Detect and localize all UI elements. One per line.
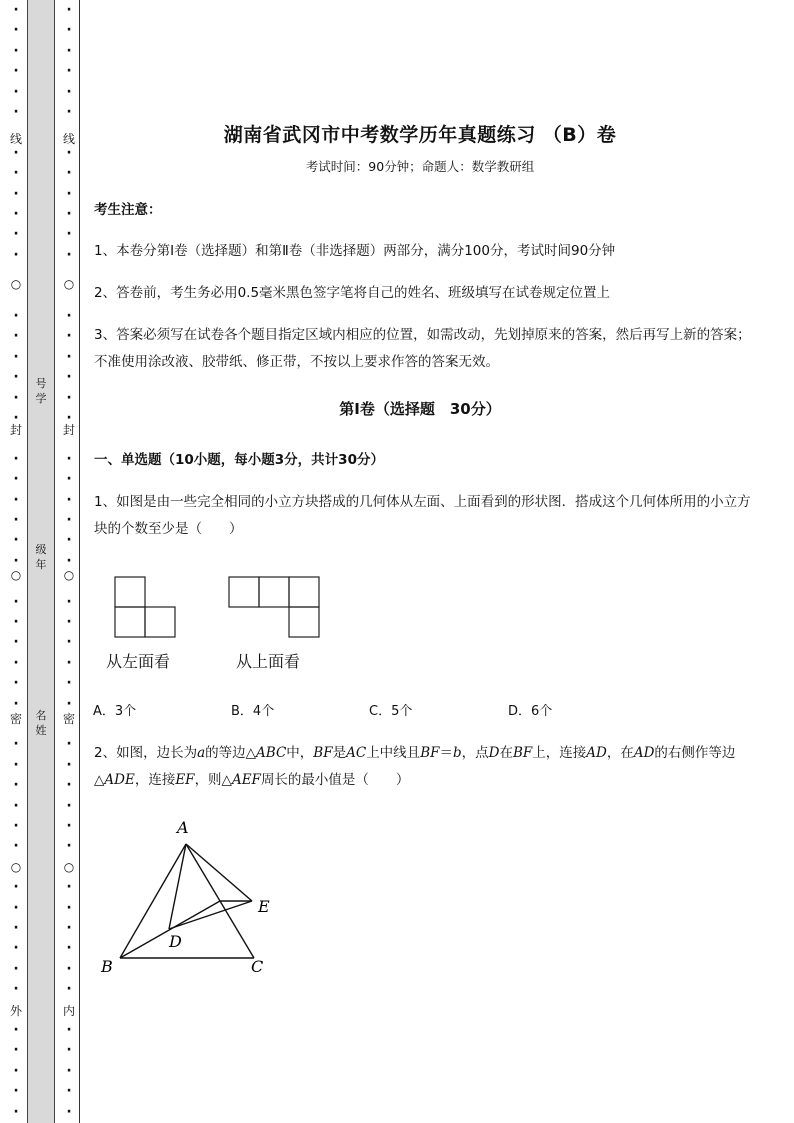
notice-item-3: 3、答案必须写在试卷各个题目指定区域内相应的位置，如需改动，先划掉原来的答案，然后再写上新的答案；不准使用涂改液、胶带纸、修正带，不按以上要求作答的答案无效。: [94, 327, 751, 370]
binding-right-marker: 内: [62, 1004, 75, 1018]
binding-right-dot: ·: [66, 369, 72, 386]
binding-right-dot: ·: [66, 491, 72, 508]
question-2-text: 2、如图，边长为a的等边△ABC中，BF是AC上中线且BF＝b，点D在BF上，连接AD，在AD的右侧作等边△ADE，连接EF，则△AEF周长的最小值是（ ）: [94, 745, 736, 788]
binding-left-marker: 线: [9, 132, 22, 146]
binding-left-dot: ·: [13, 369, 19, 386]
binding-left-dot: ·: [13, 165, 19, 182]
binding-right-dot: ·: [66, 348, 72, 365]
binding-right-dot: ·: [66, 22, 72, 39]
binding-right-dot: ·: [66, 308, 72, 324]
binding-right-dot: ·: [66, 1103, 72, 1120]
binding-left-dot: ·: [13, 532, 19, 549]
binding-right-dot: ·: [66, 960, 72, 977]
binding-right-circle: ○: [63, 568, 75, 582]
binding-right-dot: ·: [66, 879, 72, 896]
notice-heading: 考生注意：: [94, 202, 162, 218]
field-label-nianji: 级 年: [35, 543, 47, 571]
binding-right-marker: 线: [62, 132, 75, 146]
binding-left-dot: ·: [13, 1103, 19, 1120]
binding-left-dot: ·: [13, 226, 19, 243]
binding-right-dot: ·: [66, 512, 72, 528]
page-title: 湖南省武冈市中考数学历年真题练习 （B）卷: [223, 124, 617, 146]
binding-left-dot: ·: [13, 899, 19, 916]
binding-left-dot: ·: [13, 981, 19, 998]
binding-left-dot: ·: [13, 654, 19, 671]
q1-option-b: B．4个: [231, 704, 275, 719]
binding-left-dot: ·: [13, 2, 19, 18]
binding-left-dot: ·: [13, 206, 19, 222]
binding-left-dot: ·: [13, 308, 19, 324]
binding-right-dot: ·: [66, 654, 72, 671]
binding-left-dot: ·: [13, 63, 19, 80]
binding-left-dot: ·: [13, 675, 19, 692]
binding-left-dot: ·: [13, 614, 19, 630]
binding-right-dot: ·: [66, 1062, 72, 1079]
binding-right-marker: 封: [62, 423, 75, 437]
binding-left-dot: ·: [13, 42, 19, 59]
field-label-xingming: 名 姓: [35, 709, 47, 737]
page-subtitle: 考试时间：90分钟；命题人：数学教研组: [305, 159, 535, 174]
q1-option-a: A．3个: [93, 704, 137, 719]
binding-right-dot: ·: [66, 226, 72, 243]
binding-left-dot: ·: [13, 144, 19, 161]
binding-left-dot: ·: [13, 960, 19, 977]
part-heading: 一、单选题（10小题，每小题3分，共计30分）: [94, 452, 384, 468]
binding-left-dot: ·: [13, 552, 19, 569]
binding-right-dot: ·: [66, 552, 72, 569]
binding-right-dot: ·: [66, 165, 72, 182]
binding-left-dot: ·: [13, 634, 19, 651]
binding-left-dot: ·: [13, 491, 19, 508]
binding-right-dot: ·: [66, 593, 72, 610]
point-label-e: E: [258, 897, 270, 916]
binding-right-dot: ·: [66, 756, 72, 773]
binding-right-dot: ·: [66, 246, 72, 263]
binding-right-dot: ·: [66, 389, 72, 406]
binding-left-dot: ·: [13, 879, 19, 896]
binding-right-dot: ·: [66, 185, 72, 202]
q1-left-view-caption: 从左面看: [106, 652, 171, 671]
segment-ae: [186, 844, 252, 901]
binding-right-dot: ·: [66, 818, 72, 834]
binding-left-dot: ·: [13, 756, 19, 773]
binding-left-dot: ·: [13, 940, 19, 957]
q1-option-d: D．6个: [508, 704, 553, 719]
binding-left-circle: ○: [10, 860, 22, 874]
section-title: 第I卷（选择题 30分）: [339, 400, 501, 418]
binding-right-dot: ·: [66, 42, 72, 59]
binding-left-dot: ·: [13, 838, 19, 855]
binding-left-dot: ·: [13, 695, 19, 712]
point-label-a: A: [177, 818, 189, 837]
binding-right-dot: ·: [66, 797, 72, 814]
binding-right-dot: ·: [66, 2, 72, 18]
binding-left-dot: ·: [13, 246, 19, 263]
binding-right-dot: ·: [66, 940, 72, 957]
binding-right-dot: ·: [66, 471, 72, 488]
binding-left-dot: ·: [13, 389, 19, 406]
binding-left-marker: 封: [9, 423, 22, 437]
binding-right-circle: ○: [63, 277, 75, 291]
binding-right-dot: ·: [66, 981, 72, 998]
binding-right-dot: ·: [66, 450, 72, 467]
binding-left-dot: ·: [13, 777, 19, 794]
binding-right-dot: ·: [66, 104, 72, 120]
notice-item-1: 1、本卷分第I卷（选择题）和第Ⅱ卷（非选择题）两部分，满分100分，考试时间90分钟: [94, 243, 616, 259]
binding-left-marker: 密: [9, 712, 22, 726]
binding-left-dot: ·: [13, 1022, 19, 1038]
binding-left-dot: ·: [13, 348, 19, 365]
binding-left-dot: ·: [13, 920, 19, 936]
q1-top-view-caption: 从上面看: [236, 652, 301, 671]
field-label-xuehao: 号 学: [35, 377, 47, 405]
binding-left-circle: ○: [10, 568, 22, 582]
binding-right-dot: ·: [66, 614, 72, 630]
binding-right-dot: ·: [66, 899, 72, 916]
binding-right-dot: ·: [66, 695, 72, 712]
binding-left-dot: ·: [13, 83, 19, 100]
binding-right-dot: ·: [66, 838, 72, 855]
binding-left-dot: ·: [13, 185, 19, 202]
binding-right-dot: ·: [66, 206, 72, 222]
binding-right-circle: ○: [63, 860, 75, 874]
binding-left-dot: ·: [13, 593, 19, 610]
binding-left-dot: ·: [13, 410, 19, 426]
binding-left-circle: ○: [10, 277, 22, 291]
binding-right-dot: ·: [66, 144, 72, 161]
binding-left-dot: ·: [13, 1042, 19, 1059]
point-label-c: C: [251, 957, 264, 976]
binding-right-dot: ·: [66, 736, 72, 753]
binding-left-dot: ·: [13, 818, 19, 834]
binding-right-dot: ·: [66, 532, 72, 549]
binding-left-dot: ·: [13, 22, 19, 39]
binding-right-dot: ·: [66, 1083, 72, 1100]
notice-item-2: 2、答卷前，考生务必用0.5毫米黑色签字笔将自己的姓名、班级填写在试卷规定位置上: [94, 285, 611, 301]
binding-left-dot: ·: [13, 797, 19, 814]
binding-right-dot: ·: [66, 328, 72, 345]
q2-triangle-figure: [95, 812, 285, 982]
binding-left-dot: ·: [13, 512, 19, 528]
binding-right-dot: ·: [66, 63, 72, 80]
binding-left-dot: ·: [13, 1062, 19, 1079]
segment-ad: [169, 844, 186, 929]
binding-right-dot: ·: [66, 410, 72, 426]
binding-right-dot: ·: [66, 920, 72, 936]
q1-options: [93, 700, 753, 724]
point-label-d: D: [169, 932, 182, 951]
binding-right-dot: ·: [66, 83, 72, 100]
q1-top-view-figure: [226, 575, 324, 641]
binding-right-marker: 密: [62, 712, 75, 726]
q1-option-c: C．5个: [369, 704, 413, 719]
binding-left-dot: ·: [13, 328, 19, 345]
binding-right-dot: ·: [66, 777, 72, 794]
binding-left-dot: ·: [13, 471, 19, 488]
question-1-text: 1、如图是由一些完全相同的小立方块搭成的几何体从左面、上面看到的形状图．搭成这个几何体所用的小立方块的个数至少是（ ）: [94, 494, 751, 537]
binding-left-dot: ·: [13, 450, 19, 467]
binding-left-dot: ·: [13, 736, 19, 753]
q1-left-view-figure: [112, 575, 180, 641]
binding-left-dot: ·: [13, 104, 19, 120]
binding-left-marker: 外: [9, 1004, 22, 1018]
binding-right-dot: ·: [66, 1042, 72, 1059]
binding-right-dot: ·: [66, 675, 72, 692]
binding-left-dot: ·: [13, 1083, 19, 1100]
segment-de: [169, 901, 252, 929]
point-label-b: B: [101, 957, 113, 976]
binding-right-dot: ·: [66, 634, 72, 651]
binding-right-dot: ·: [66, 1022, 72, 1038]
